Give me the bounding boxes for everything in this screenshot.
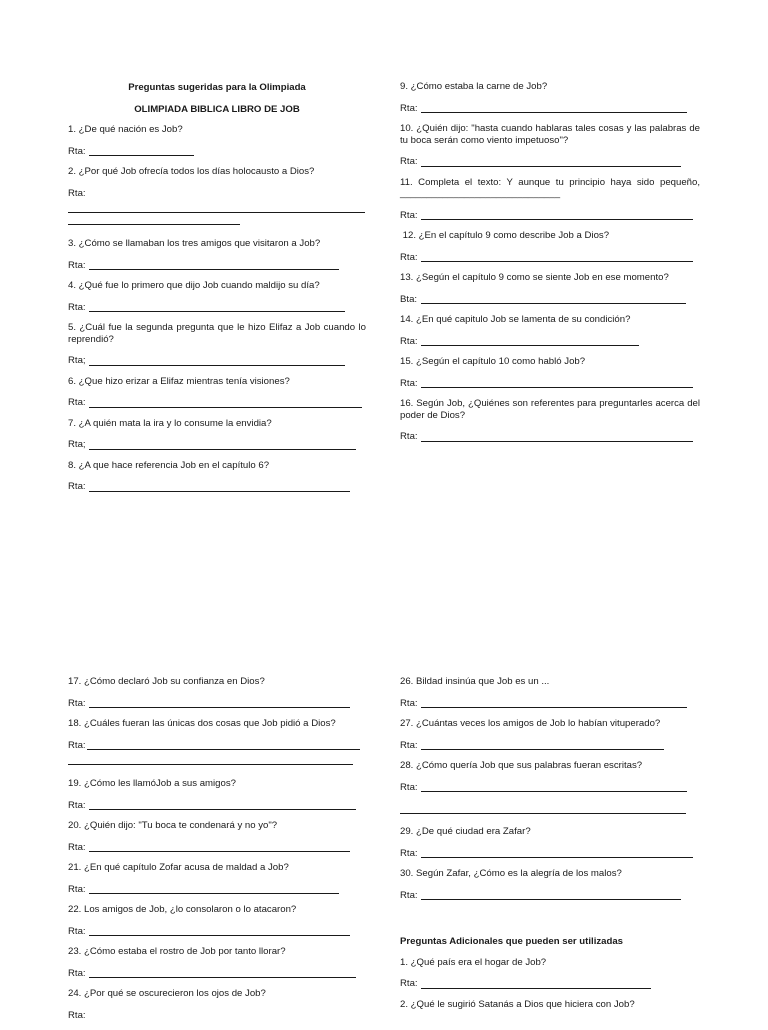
question-23 [68,946,366,979]
answer-row [68,800,366,812]
answer-line[interactable] [87,749,360,750]
question-12 [400,230,700,263]
answer-label: Rta: [400,377,421,389]
answer-line[interactable] [421,303,686,304]
answer-line[interactable] [421,387,693,388]
question-text: 15. ¿Según el capítulo 10 como habló Job? [400,356,586,367]
question-text: 30. Según Zafar, ¿Cómo es la alegría de los malos? [400,868,622,879]
answer-row [68,188,366,200]
answer-row [400,848,700,860]
question-text: 8. ¿A que hace referencia Job en el capítulo 6? [68,459,270,471]
question-14 [400,314,700,347]
answer-row [400,156,700,168]
answer-label: Bta: [400,293,420,305]
answer-line[interactable] [421,112,687,113]
question-text: 1. ¿De qué nación es Job? [68,124,183,135]
answer-line[interactable] [89,449,356,450]
question-text: 28. ¿Cómo quería Job que sus palabras fueran escritas? [400,760,643,771]
answer-line[interactable] [421,749,664,750]
answer-label: Rta: [68,967,89,979]
answer-label: Rta: [400,978,421,989]
answer-line[interactable] [89,311,345,312]
answer-line[interactable] [421,707,687,708]
answer-line[interactable] [89,893,339,894]
answer-label: Rta: [400,209,421,221]
question-text: 1. ¿Qué país era el hogar de Job? [400,956,547,968]
answer-row [400,210,700,222]
answer-row [400,294,700,306]
question-18 [68,718,366,765]
question-text: 6. ¿Que hizo erizar a Elifaz mientras tenía visiones? [68,375,290,387]
answer-line[interactable] [421,988,651,989]
column-bottom-left [68,676,366,1030]
answer-label: Rta: [68,697,89,709]
answer-label: Rta: [68,481,89,492]
question-text: 21. ¿En qué capítulo Zofar acusa de maldad a Job? [68,862,289,873]
answer-row [68,926,366,938]
question-29 [400,826,700,859]
answer-line[interactable] [89,407,362,408]
answer-label: Rta: [400,739,421,751]
question-3 [68,238,366,271]
question-text: 2. ¿Qué le sugirió Satanás a Dios que hiciera con Job? [400,998,635,1010]
question-4 [68,280,366,313]
question-text: 20. ¿Quién dijo: "Tu boca te condenará y no yo"? [68,820,278,831]
question-text: 19. ¿Cómo les llamóJob a sus amigos? [68,778,236,789]
answer-row [400,782,700,794]
answer-row [68,397,366,409]
answer-label: Rta: [400,781,421,793]
answer-line[interactable] [421,441,693,442]
answer-line[interactable] [68,212,365,213]
answer-line[interactable] [89,155,194,156]
additional-question-2 [400,999,700,1011]
answer-label: Rta: [68,145,89,157]
answer-row [400,336,700,348]
answer-row [68,968,366,980]
question-21 [68,862,366,895]
question-26 [400,676,700,709]
answer-line[interactable] [89,491,350,492]
answer-label: Rta: [400,697,421,709]
answer-line[interactable] [89,269,339,270]
question-text: 4. ¿Qué fue lo primero que dijo Job cuando maldijo su día? [68,280,320,291]
answer-label: Rta: [68,841,89,853]
answer-label: Rta: [68,259,89,271]
question-2 [68,166,366,225]
question-28 [400,760,700,814]
answer-row [68,146,366,158]
answer-label: Rta: [400,889,421,901]
answer-label: Rta: [400,251,421,263]
answer-label: Rta; [68,355,89,366]
column-top-left [68,81,366,502]
answer-label: Rta: [68,301,89,313]
question-19 [68,778,366,811]
answer-line[interactable] [421,899,681,900]
answer-label: Rta: [400,102,421,114]
answer-row [400,378,700,390]
question-7 [68,418,366,451]
answer-line[interactable] [400,813,686,814]
question-5 [68,322,366,367]
additional-questions-heading: Preguntas Adicionales que pueden ser utilizadas [400,936,624,947]
question-text: 9. ¿Cómo estaba la carne de Job? [400,81,548,92]
question-text: 18. ¿Cuáles fueran las únicas dos cosas que Job pidió a Dios? [68,718,336,729]
answer-row [68,884,366,896]
answer-row [400,740,700,752]
question-text: 23. ¿Cómo estaba el rostro de Job por tanto llorar? [68,946,286,957]
answer-row [400,252,700,264]
answer-label: Rta: [68,799,89,811]
question-30 [400,868,700,901]
answer-line[interactable] [89,977,356,978]
question-text: 16. Según Job, ¿Quiénes son referentes para preguntarles acerca del poder de Dios? [400,398,700,421]
page-title: Preguntas sugeridas para la Olimpiada [128,82,306,93]
answer-label: Rta; [68,439,89,450]
question-15 [400,356,700,389]
question-text: 26. Bildad insinúa que Job es un ... [400,676,550,687]
answer-line[interactable] [421,261,693,262]
answer-row [400,431,700,443]
answer-line[interactable] [68,224,240,225]
answer-line[interactable] [89,809,356,810]
answer-label: Rta: [400,156,421,167]
answer-label: Rta: [68,739,86,751]
question-text: 17. ¿Cómo declaró Job su confianza en Dios? [68,676,265,687]
answer-row [68,481,366,493]
answer-row [400,978,700,990]
column-bottom-right [400,676,700,1010]
question-6 [68,376,366,409]
answer-row [400,103,700,115]
answer-line[interactable] [421,345,639,346]
answer-row [68,302,366,314]
question-27 [400,718,700,751]
answer-row [68,1010,366,1022]
answer-line[interactable] [421,219,693,220]
question-10 [400,123,700,168]
page-subtitle: OLIMPIADA BIBLICA LIBRO DE JOB [134,103,300,115]
answer-line[interactable] [89,851,350,852]
answer-label: Rta: [400,431,421,442]
answer-line[interactable] [68,764,353,765]
question-9 [400,81,700,114]
answer-label: Rta: [68,883,89,895]
answer-line[interactable] [421,166,681,167]
question-8 [68,460,366,493]
question-17 [68,676,366,709]
answer-line[interactable] [89,707,350,708]
answer-line[interactable] [89,365,345,366]
answer-row [68,260,366,272]
answer-line[interactable] [421,857,693,858]
question-13 [400,272,700,305]
question-text: 14. ¿En qué capitulo Job se lamenta de su condición? [400,314,631,325]
answer-label: Rta: [68,1009,86,1021]
answer-row [68,355,366,367]
question-text: 10. ¿Quién dijo: "hasta cuando hablaras tales cosas y las palabras de tu boca serán como viento impetuoso"? [400,123,700,146]
answer-row [68,439,366,451]
question-text: 13. ¿Según el capítulo 9 como se siente Job en ese momento? [400,272,669,283]
question-text: 22. Los amigos de Job, ¿lo consolaron o lo atacaron? [68,904,297,915]
additional-question-1 [400,957,700,990]
answer-label: Rta: [68,397,89,408]
question-16 [400,398,700,443]
answer-label: Rta: [68,925,89,937]
question-20 [68,820,366,853]
question-text: 29. ¿De qué ciudad era Zafar? [400,826,531,837]
answer-row [68,842,366,854]
question-text: 24. ¿Por qué se oscurecieron los ojos de Job? [68,988,266,999]
answer-row [400,890,700,902]
question-1 [68,124,366,157]
answer-label: Rta: [400,335,421,347]
question-text: 3. ¿Cómo se llamaban los tres amigos que visitaron a Job? [68,238,321,249]
question-text: 27. ¿Cuántas veces los amigos de Job lo habían vituperado? [400,718,661,729]
question-text: 12. ¿En el capítulo 9 como describe Job a Dios? [400,230,610,241]
question-24 [68,988,366,1021]
question-text: 5. ¿Cuál fue la segunda pregunta que le hizo Elifaz a Job cuando lo reprendió? [68,322,366,345]
answer-row [400,698,700,710]
question-text: 11. Completa el texto: Y aunque tu principio haya sido pequeño, ______________________________ [400,176,700,199]
question-text: 2. ¿Por qué Job ofrecía todos los días holocausto a Dios? [68,166,315,177]
question-text: 7. ¿A quién mata la ira y lo consume la envidia? [68,417,272,429]
answer-line[interactable] [421,791,687,792]
question-22 [68,904,366,937]
answer-row [68,698,366,710]
question-11 [400,177,700,222]
answer-label: Rta: [68,187,89,199]
column-top-right [400,81,700,452]
answer-row [68,740,366,752]
answer-line[interactable] [89,935,350,936]
answer-label: Rta: [400,847,421,859]
